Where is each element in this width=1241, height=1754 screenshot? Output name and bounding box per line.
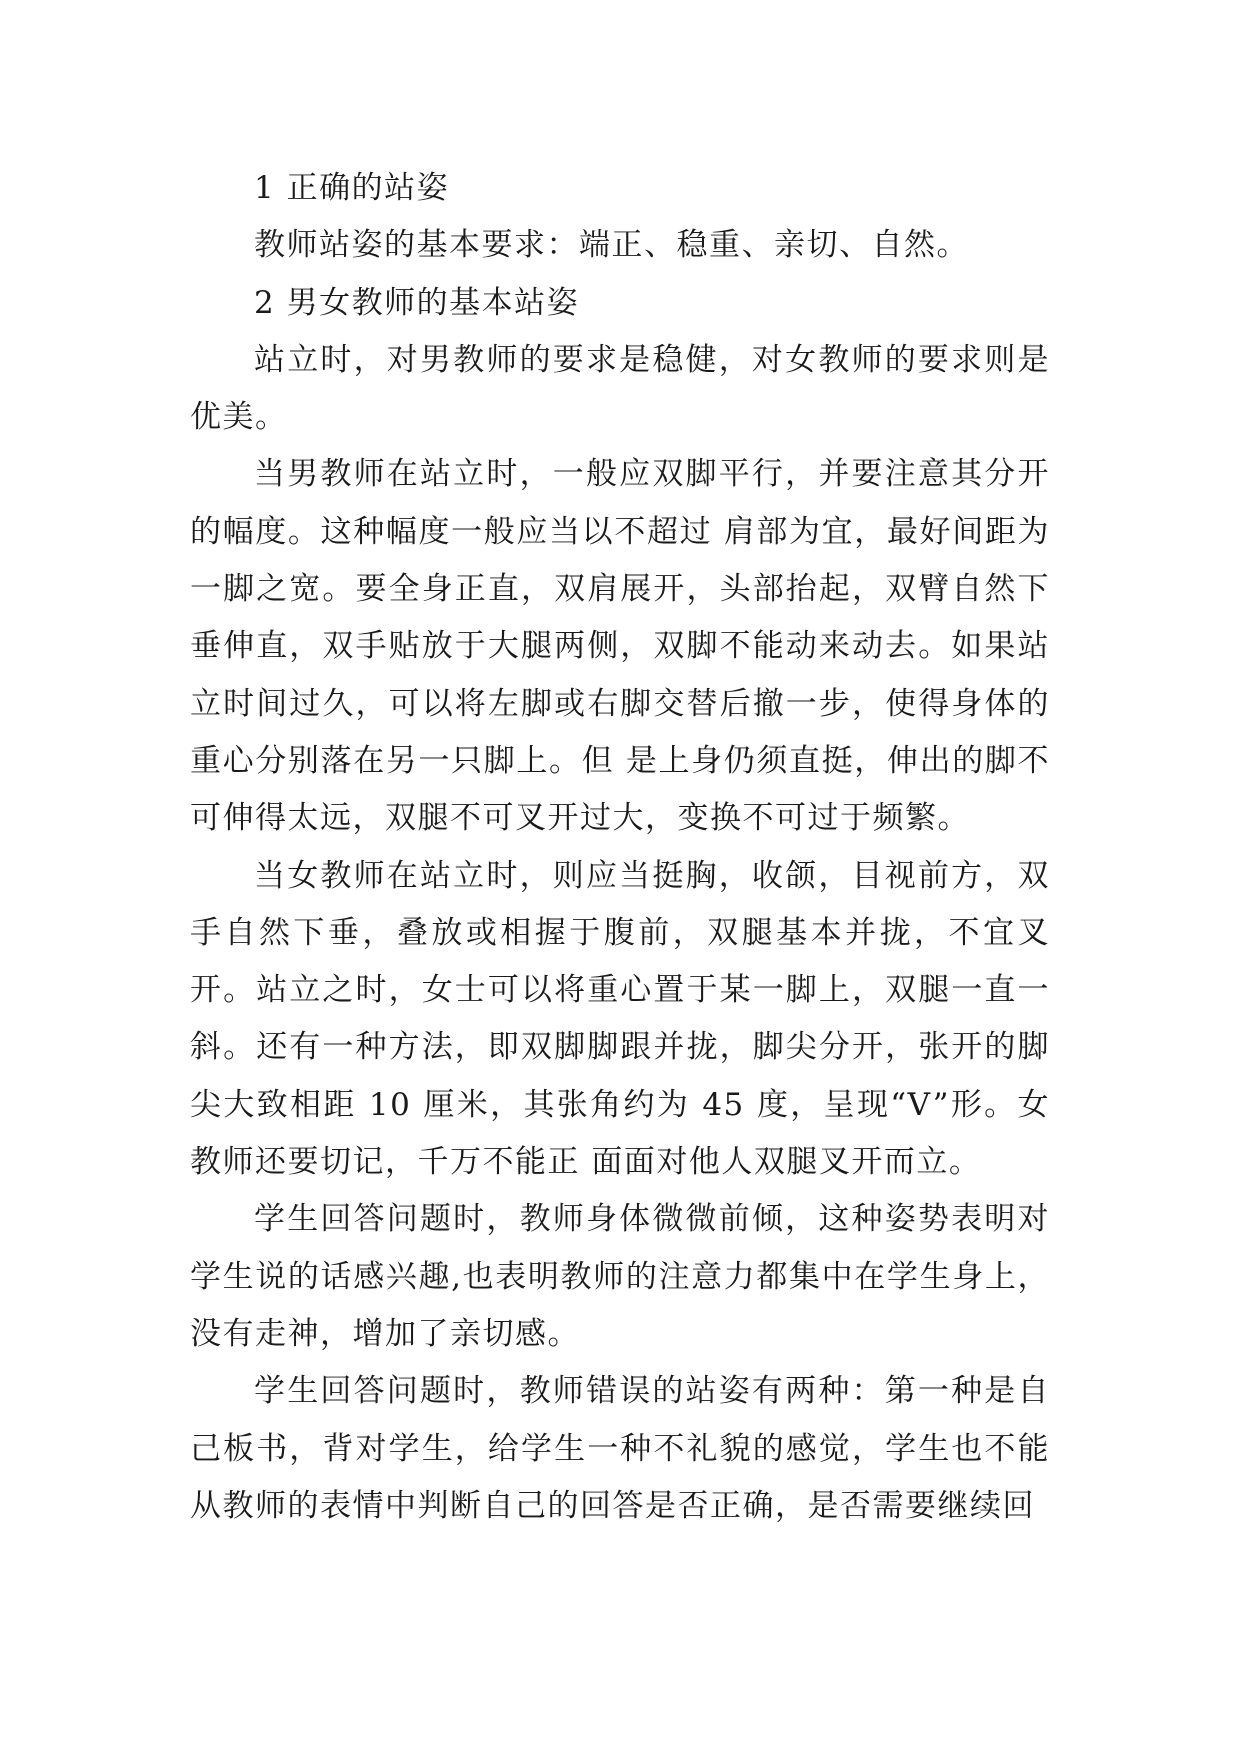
paragraph-female-teacher-stance: 当女教师在站立时，则应当挺胸，收颌，目视前方，双手自然下垂，叠放或相握于腹前，双腿基本并拢，不宜叉开。站立之时，女士可以将重心置于某一脚上，双腿一直一斜。还有一种方法，即双脚脚跟并拢，脚尖分开，张开的脚尖大致相距 10 厘米，其张角约为 45 度，呈现“V”形。女教师还要切记，千万不能正 面面对他人双腿叉开而立。	[190, 857, 1050, 1181]
section-heading-2: 2 男女教师的基本站姿	[254, 284, 580, 321]
section-heading-1: 1 正确的站姿	[254, 170, 450, 206]
paragraph-wrong-stances: 学生回答问题时，教师错误的站姿有两种：第一种是自己板书，背对学生，给学生一种不礼貌的感觉，学生也不能从教师的表情中判断自己的回答是否正确，是否需要继续回	[190, 1373, 1050, 1524]
document-body	[190, 160, 1050, 1535]
paragraph-male-teacher-stance: 当男教师在站立时，一般应双脚平行，并要注意其分开的幅度。这种幅度一般应当以不超过 肩部为宜，最好间距为一脚之宽。要全身正直，双肩展开，头部抬起，双臂自然下垂伸直，双手贴放于大腿两侧，双脚不能动来动去。如果站立时间过久，可以将左脚或右脚交替后撤一步，使得身体的重心分别落在另一只脚上。但 是上身仍须直挺，伸出的脚不可伸得太远，双腿不可叉开过大，变换不可过于频繁。	[190, 456, 1050, 837]
paragraph-standing-requirements: 站立时，对男教师的要求是稳健，对女教师的要求则是优美。	[190, 341, 1050, 436]
paragraph-leaning-forward: 学生回答问题时，教师身体微微前倾，这种姿势表明对学生说的话感兴趣,也表明教师的注意力都集中在学生身上，没有走神，增加了亲切感。	[190, 1201, 1050, 1352]
paragraph-basic-requirements: 教师站姿的基本要求：端正、稳重、亲切、自然。	[254, 227, 969, 264]
